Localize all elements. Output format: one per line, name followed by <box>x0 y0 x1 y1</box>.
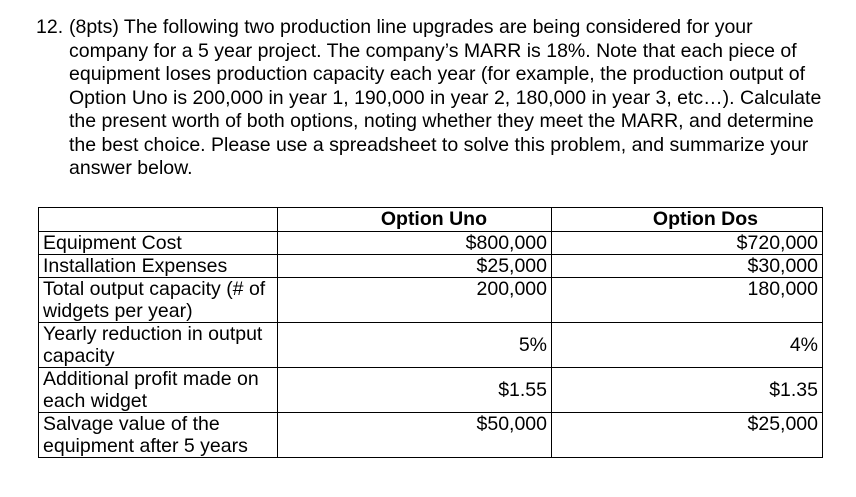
option-dos-value: $30,000 <box>552 255 823 278</box>
option-dos-value <box>552 323 823 368</box>
table-row <box>39 232 823 255</box>
table-header-row <box>39 208 823 232</box>
header-option-dos-cell <box>552 208 823 232</box>
option-dos-value <box>552 368 823 413</box>
header-option-uno-cell <box>278 208 552 232</box>
option-uno-value <box>278 368 552 413</box>
row-label: Total output capacity (# of widgets per year) <box>39 278 278 323</box>
row-label: Salvage value of the equipment after 5 years <box>39 413 278 458</box>
option-dos-value-text: 4% <box>789 334 818 356</box>
option-uno-value <box>278 323 552 368</box>
option-uno-value: 200,000 <box>278 278 552 323</box>
table-row <box>39 413 823 458</box>
options-table <box>38 207 823 458</box>
option-dos-value: $25,000 <box>552 413 823 458</box>
option-dos-value: $720,000 <box>552 232 823 255</box>
question-block <box>36 16 826 181</box>
question-text: (8pts) The following two production line upgrades are being considered for your company for a 5 year project. The company’s MARR is 18%. Note that each piece of equipment loses production capacity each year (for example, the production output of Option Uno is 200,000 in year 1, 190,000 in year 2, 180,000 in year 3, etc…). Calculate the present worth of both options, noting whether they meet the MARR, and determine the best choice. Please use a spreadsheet to solve this problem, and summarize your answer below. <box>69 16 822 179</box>
option-dos-value: 180,000 <box>552 278 823 323</box>
option-dos-value-text: $1.35 <box>769 379 818 401</box>
row-label: Installation Expenses <box>39 255 278 278</box>
table-row <box>39 278 823 323</box>
option-uno-value-text: $1.55 <box>498 379 547 401</box>
row-label: Additional profit made on each widget <box>39 368 278 413</box>
option-uno-value-text: 5% <box>518 334 547 356</box>
table-row <box>39 323 823 368</box>
row-label: Yearly reduction in output capacity <box>39 323 278 368</box>
header-option-dos: Option Dos <box>652 208 758 230</box>
table-row <box>39 255 823 278</box>
option-uno-value: $800,000 <box>278 232 552 255</box>
option-uno-value: $50,000 <box>278 413 552 458</box>
header-option-uno: Option Uno <box>380 208 487 230</box>
header-empty-cell <box>39 208 278 232</box>
options-table-container <box>38 207 821 464</box>
table-row <box>39 368 823 413</box>
row-label: Equipment Cost <box>39 232 278 255</box>
option-uno-value: $25,000 <box>278 255 552 278</box>
question-number: 12. <box>36 16 64 38</box>
